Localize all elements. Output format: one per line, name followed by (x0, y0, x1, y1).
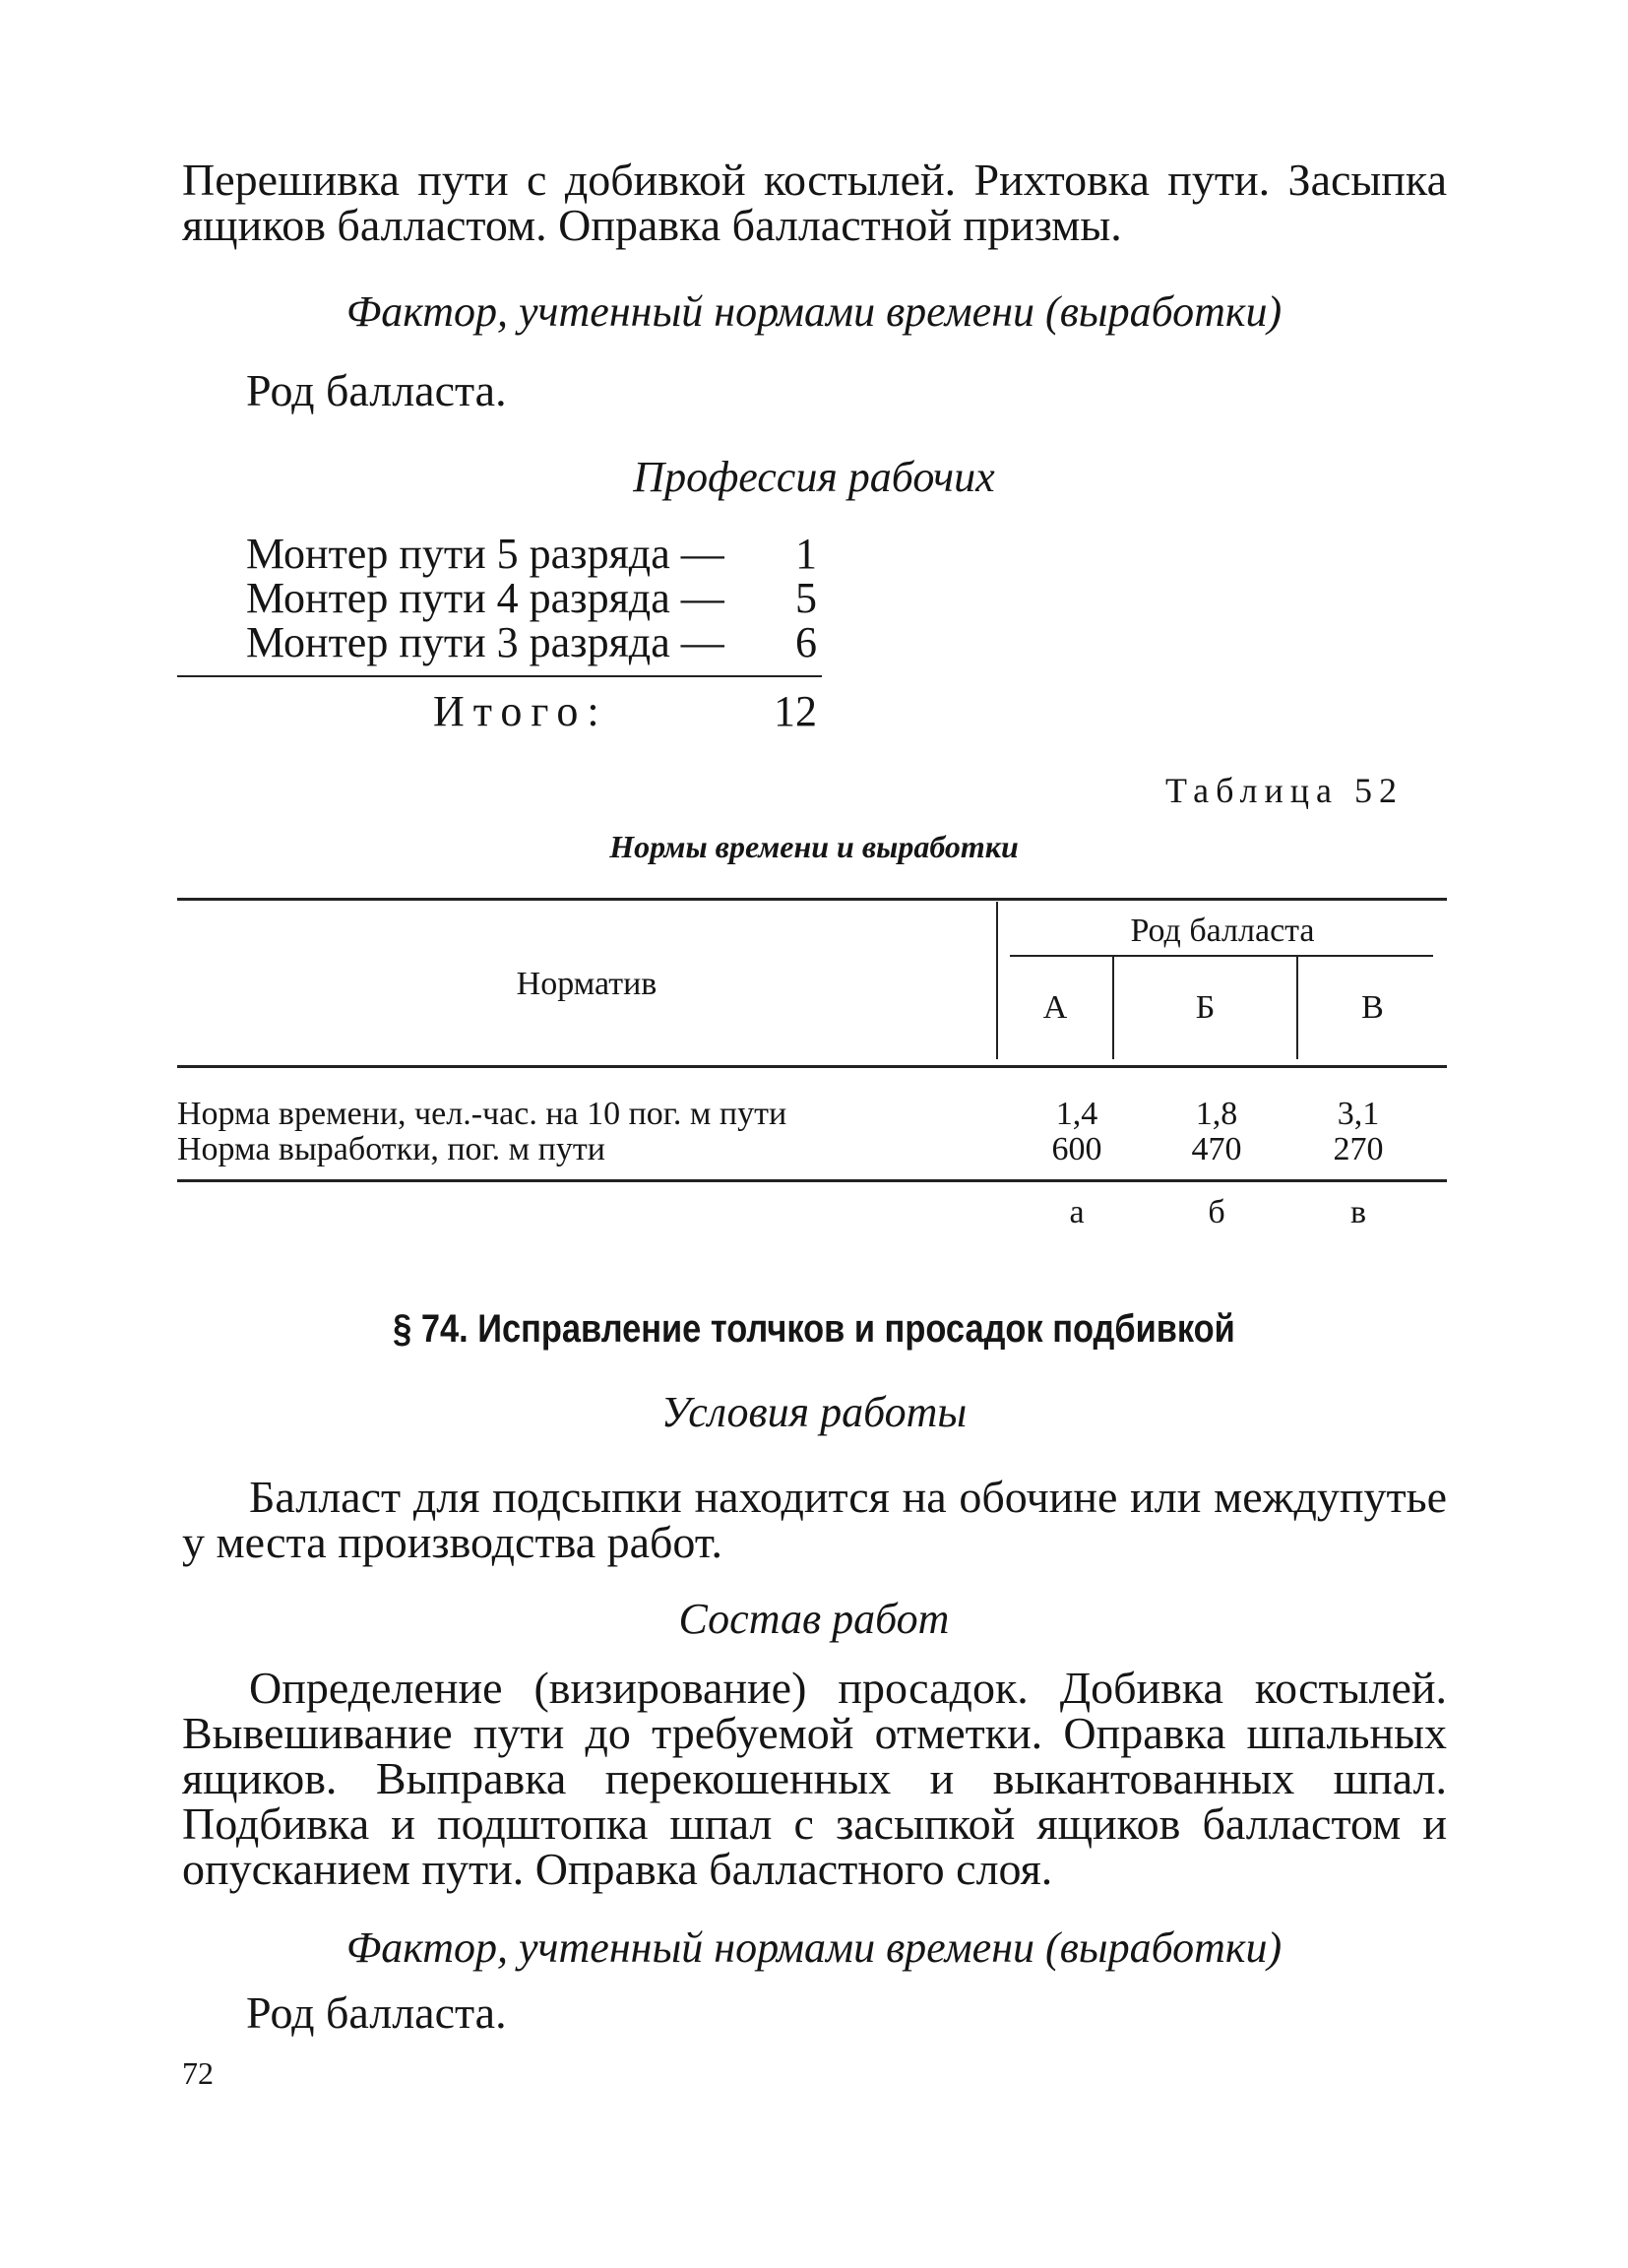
workers-list (246, 532, 817, 664)
header-col-a: А (1042, 989, 1068, 1026)
worker-label: Монтер пути 4 разряда — (246, 574, 724, 622)
table-cell: 1,8 (1195, 1096, 1238, 1132)
worker-label: Монтер пути 5 разряда — (246, 530, 724, 578)
conditions-heading: Условия работы (660, 1388, 968, 1436)
table-cell: 600 (1051, 1131, 1102, 1167)
worker-label: Монтер пути 3 разряда — (246, 618, 724, 666)
table-cell: 3,1 (1337, 1096, 1380, 1132)
table-row-label: Норма времени, чел.-час. на 10 пог. м пути (177, 1096, 787, 1132)
table-number: Таблица 52 (1165, 771, 1404, 810)
header-group-rule (1010, 955, 1433, 957)
factor-text-2: Род балласта. (246, 1987, 507, 2038)
worker-row (246, 532, 817, 576)
column-letter: в (1349, 1194, 1367, 1230)
factor-heading-2: Фактор, учтенный нормами времени (выработки) (345, 1923, 1283, 1972)
worker-row (246, 576, 817, 620)
column-letter: а (1069, 1194, 1085, 1230)
worker-row (246, 620, 817, 664)
profession-heading: Профессия рабочих (633, 453, 995, 501)
header-ballast-type: Род балласта (1130, 913, 1315, 949)
worker-count: 6 (795, 618, 817, 666)
table-bottom-rule (177, 1179, 1447, 1182)
conditions-text: Балласт для подсыпки находится на обочине или междупутье у места производства работ. (182, 1472, 1447, 1567)
header-col-v: В (1361, 989, 1384, 1026)
table-cell: 470 (1191, 1131, 1242, 1167)
section-title: § 74. Исправление толчков и просадок подбивкой (393, 1307, 1235, 1351)
page-number: 72 (182, 2055, 214, 2091)
worker-count: 1 (795, 530, 817, 578)
table-cell: 1,4 (1055, 1096, 1098, 1132)
worker-count: 5 (795, 574, 817, 622)
header-col-b: Б (1195, 989, 1216, 1026)
total-value: 12 (774, 687, 817, 735)
factor-heading-1: Фактор, учтенный нормами времени (выработки) (345, 287, 1283, 336)
factor-text-1: Род балласта. (246, 365, 507, 415)
table-top-rule (177, 898, 1447, 901)
top-paragraph: Перешивка пути с добивкой костылей. Рихтовка пути. Засыпка ящиков балластом. Оправка балластной призмы. (182, 155, 1447, 250)
table-header-rule (177, 1065, 1447, 1068)
total-divider (177, 675, 822, 677)
composition-text: Определение (визирование) просадок. Добивка костылей. Вывешивание пути до требуемой отметки. Оправка шпальных ящиков. Выправка перекошенных и выкантованных шпал. Подбивка и подштопка шпал с засыпкой ящиков балластом и опусканием пути. Оправка балластного слоя. (182, 1663, 1447, 1894)
composition-heading: Состав работ (678, 1595, 950, 1643)
table-title: Нормы времени и выработки (609, 829, 1019, 864)
column-letter: б (1208, 1194, 1225, 1230)
header-normativ: Норматив (516, 966, 657, 1002)
table-row-label: Норма выработки, пог. м пути (177, 1131, 605, 1167)
total-row (433, 689, 817, 734)
total-label: Итого: (433, 687, 608, 735)
table-cell: 270 (1333, 1131, 1384, 1167)
